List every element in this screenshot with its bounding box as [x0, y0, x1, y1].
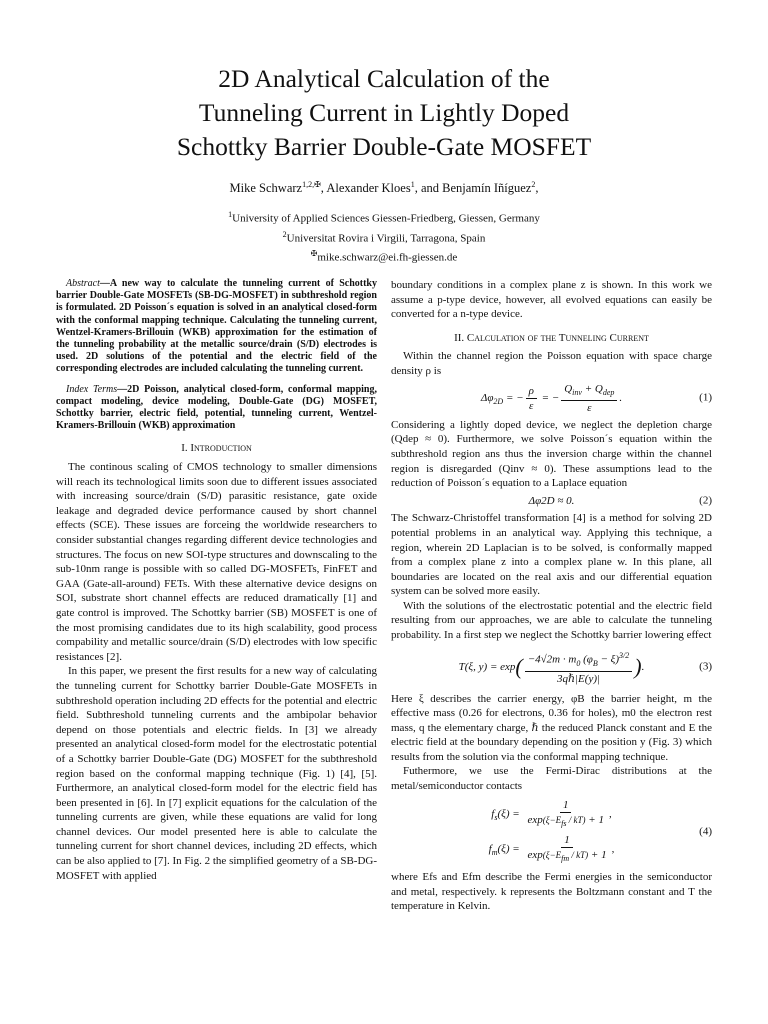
right-paragraph-4: With the solutions of the electrostatic potential and the electric field resulting from our approaches, we are able to calculate the tunneling probability. In a first step we neglect the Schottky barrier lowering effect [391, 599, 712, 642]
index-terms-text: —2D Poisson, analytical closed-form, conformal mapping, compact modeling, device modeling, Double-Gate (DG) MOSFET, Schottky barrier, electric field, potential, tunneling current, Wentzel-Kramers-Brillouin (WKB) approximation [56, 383, 377, 432]
right-paragraph-3: The Schwarz-Christoffel transformation [4] is a method for solving 2D potential problems in an analytical way. Applying this technique, a region, wherein 2D Laplacian is to be solved, is conformally mapped from a complex plane z into a complex plane w. In this plane, all boundaries are located on the real axis and our differential equation system can be solved more easily. [391, 512, 712, 598]
equation-1-number: (1) [699, 391, 712, 404]
email-text[interactable]: mike.schwarz@ei.fh-giessen.de [317, 251, 458, 264]
index-terms [56, 384, 377, 433]
equation-2 [391, 494, 712, 509]
equation-1: $\Delta\varphi_{2D}$ = − $\frac{\rho}{\varepsilon}$ = − $\frac{Q_{inv} + Q_{dep}}{\varepsilon}$ . (1) [480, 382, 712, 414]
contact-email [0, 246, 768, 266]
right-column [391, 278, 712, 914]
right-paragraph-0: boundary conditions in a complex plane z is shown. In this work we assume a p-type device, however, all evolved equations can easily be converted for a n-type device. [391, 279, 712, 321]
right-paragraph-7: where Efs and Efm describe the Fermi energies in the semiconductor and metal, respectively. k represents the Boltzmann constant and T the temperature in Kelvin. [391, 871, 712, 913]
right-paragraph-5: Here ξ describes the carrier energy, φB the barrier height, m the effective mass (0.26 for electrons, 0.36 for holes), m0 the electron rest mass, q the elementary charge, ℏ the reduced Planck constant and E the electric field at the boundary depending on the position y (Fig. 3) which results from the solution via the conformal mapping technique. [391, 692, 712, 763]
equation-4-number: (4) [699, 825, 712, 838]
author-2: , Alexander Kloes [320, 181, 411, 196]
equation-3-number: (3) [699, 660, 712, 673]
author-2-affil: 1 [410, 180, 415, 189]
author-1: Mike Schwarz [229, 181, 303, 196]
title-line-3: Schottky Barrier Double-Gate MOSFET [176, 132, 592, 161]
author-end: , [535, 181, 539, 196]
email-mark: ✠ [310, 249, 318, 259]
equation-3: T(ξ, y) = exp( $\frac{-4√2m \cdot m_0 (\varphi_B - \xi)^{3/2}}{\text{3qℏ|E(y)|}}$ ). (3) [458, 650, 712, 685]
intro-paragraph-1: The continous scaling of CMOS technology to smaller dimensions will reach its technological limits soon due to different issues associated with increasing source/drain (S/D) parasitic resistance, gate oxide leakage and degraded device performance caused by short channel effects (SCE). These issues are forceing the worldwide researchers to consider substantial changes regarding different device technologies and structures. The focus on new SOI-type structures and downscaling to the sub-10nm range is possible with so called DG-MOSFETs, FinFET and GAA (Gate-all-around) FETs. With these alternative device designs on SOI, substrate short channel effects are reduced dramatically [1] and gate control is improved. The Schottky barrier (SB) MOSFET is one of the most promising candidates due to its high scalability, good process compability and metallic source/drain (S/D) electrodes with low specific resistances [2]. [56, 461, 377, 663]
right-paragraph-1: Within the channel region the Poisson equation with space charge density ρ is [391, 350, 712, 377]
equation-2-number: (2) [699, 494, 712, 507]
affiliations [0, 207, 768, 266]
author-3: , and Benjamín Iñíguez [414, 181, 532, 196]
section-heading-introduction: I. Introduction [181, 442, 252, 455]
title-line-1: 2D Analytical Calculation of the [218, 64, 550, 93]
affiliation-1-mark: 1 [228, 210, 233, 219]
affiliation-2 [0, 227, 768, 247]
author-3-affil: 2 [531, 180, 536, 189]
index-terms-label: Index Terms [66, 383, 118, 395]
intro-paragraph-2: In this paper, we present the first results for a new way of calculating the tunneling current for Schottky barrier Double-Gate MOSFETs in subthreshold operation including 2D effects for the potential and electric field. Subthreshold tunneling currents and the ambipolar behavior depend on those potentials and electric fields. In [3] we already presented an analytical closed-form model for the electrostatic potential of a Schottky barrier Double-Gate (DG) MOSFET for the subthreshold region based on the conformal mapping technique (Fig. 1) [4], [5]. Furthermore, an analytical closed-form model for the electric field has been presented in [6]. In [7] explicit equations for the calculation of the tunneling currents are given, while these equations are valid for long channel devices. Our model presented here is able to calculate the tunneling current for short channel devices, including 2D effects, which can be also applied to [7]. In Fig. 2 the simplified geometry of a SB-DG-MOSFET with applied [56, 665, 377, 882]
equation-4: $f_s(\xi)$ = $\frac{1}{\exp(\xi-E_{fs} / kT) + 1}$ , $f_m(\xi)$ = $\frac{1}{\exp(\xi-E_{fm} / kT) + 1}$ , (4) [488, 798, 712, 864]
author-1-affil: 1,2,✠ [302, 180, 321, 189]
affiliation-2-mark: 2 [282, 229, 287, 239]
right-paragraph-2: Considering a lightly doped device, we neglect the depletion charge (Qdep ≈ 0). Furthermore, we solve Poisson´s equation within the subthreshold region ans thus the inversion charge within the channel region is disregarded (Qinv ≈ 0). These assumptions lead to the reduction of Poisson´s equation to a Laplace equation [391, 418, 712, 490]
right-paragraph-6: Futhermore, we use the Fermi-Dirac distributions at the metal/semiconductor contacts [391, 765, 712, 793]
equation-2-body: Δφ2D ≈ 0. [528, 494, 575, 507]
affiliation-1 [0, 207, 768, 227]
paper-title [0, 62, 768, 164]
affiliation-1-text: University of Applied Sciences Giessen-Friedberg, Giessen, Germany [232, 212, 540, 225]
abstract-text: —A new way to calculate the tunneling current of Schottky barrier Double-Gate MOSFETs (SB-DG-MOSFET) in subthreshold region is formulated. 2D Poisson´s equation is solved in an analytical closed-form with the conformal mapping technique. Calculating the tunneling current, Wentzel-Kramers-Brillouin (WKB) approximation for the estimation of the tunneling probability at the metallic source/drain (S/D) electrodes is used. 2D solutions of the potential and the electric field of the corresponding electrodes are included calculating the tunneling current. [56, 278, 377, 375]
title-line-2: Tunneling Current in Lightly Doped [198, 98, 570, 127]
author-list [0, 180, 768, 196]
section-heading-tunneling: II. Calculation of the Tunneling Current [454, 331, 649, 344]
left-column [56, 278, 377, 883]
abstract [56, 278, 377, 376]
abstract-label: Abstract [66, 278, 100, 289]
affiliation-2-text: Universitat Rovira i Virgili, Tarragona, Spain [286, 232, 486, 245]
